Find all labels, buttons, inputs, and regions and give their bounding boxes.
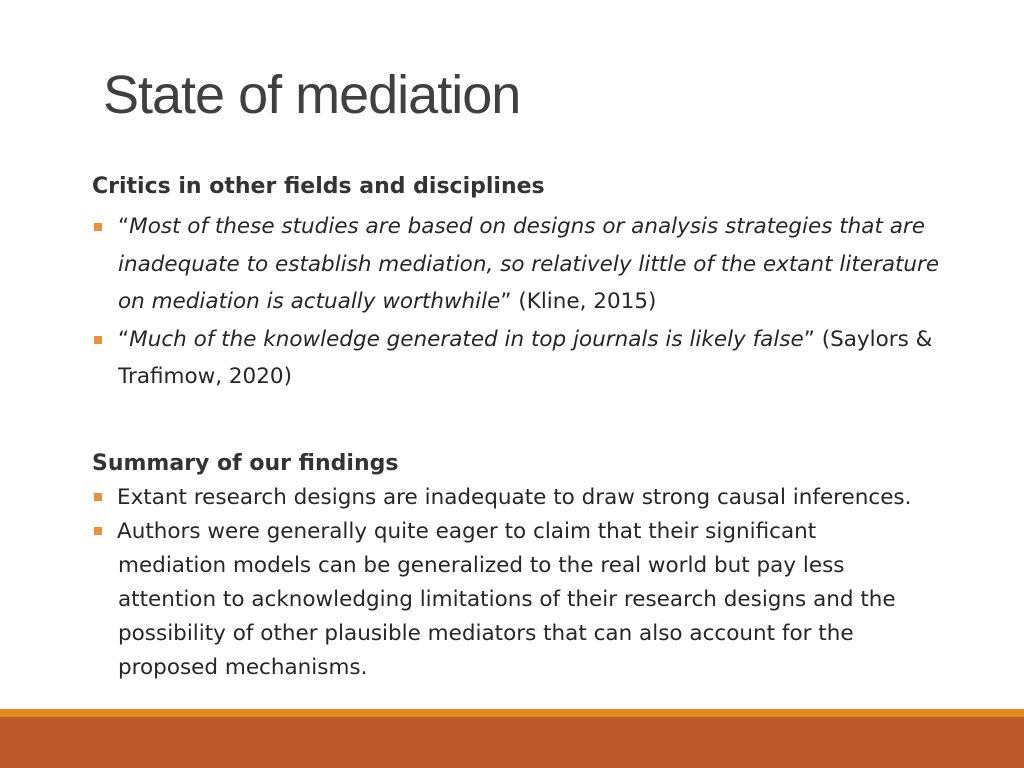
- quote-text: on mediation is actually worthwhile: [118, 289, 501, 314]
- finding-2-line-5: proposed mechanisms.: [118, 655, 368, 680]
- bullet-icon: [94, 527, 102, 535]
- citation: ” (Saylors &: [803, 327, 933, 352]
- quote-kline-line-2: [118, 252, 939, 277]
- finding-1: Extant research designs are inadequate to draw strong causal inferences.: [117, 485, 912, 510]
- quote-saylors-line-2: Trafimow, 2020): [118, 364, 292, 389]
- section-heading-summary: Summary of our findings: [92, 451, 399, 476]
- quote-text: Much of the knowledge generated in top journals is likely false: [129, 327, 804, 352]
- finding-2-line-2: mediation models can be generalized to the real world but pay less: [118, 553, 845, 578]
- finding-2-line-3: attention to acknowledging limitations of their research designs and the: [118, 587, 896, 612]
- quote-text: Most of these studies are based on designs or analysis strategies that are: [129, 214, 925, 239]
- quote-saylors-line-1: [118, 327, 932, 352]
- citation: ” (Kline, 2015): [500, 289, 657, 314]
- finding-2-line-1: Authors were generally quite eager to claim that their significant: [117, 519, 817, 544]
- bullet-icon: [94, 223, 102, 231]
- quote-kline-line-1: [118, 214, 925, 239]
- footer-bar: [0, 717, 1024, 768]
- bullet-icon: [94, 336, 102, 344]
- finding-2-line-4: possibility of other plausible mediators that can also account for the: [118, 621, 854, 646]
- slide-title: State of mediation: [103, 65, 521, 125]
- section-heading-critics: Critics in other fields and disciplines: [92, 174, 545, 199]
- quote-kline-line-3: [118, 289, 656, 314]
- open-quote: “: [118, 214, 130, 239]
- open-quote: “: [118, 327, 130, 352]
- accent-bar: [0, 709, 1024, 717]
- bullet-icon: [94, 493, 102, 501]
- quote-text: inadequate to establish mediation, so relatively little of the extant literature: [118, 252, 940, 277]
